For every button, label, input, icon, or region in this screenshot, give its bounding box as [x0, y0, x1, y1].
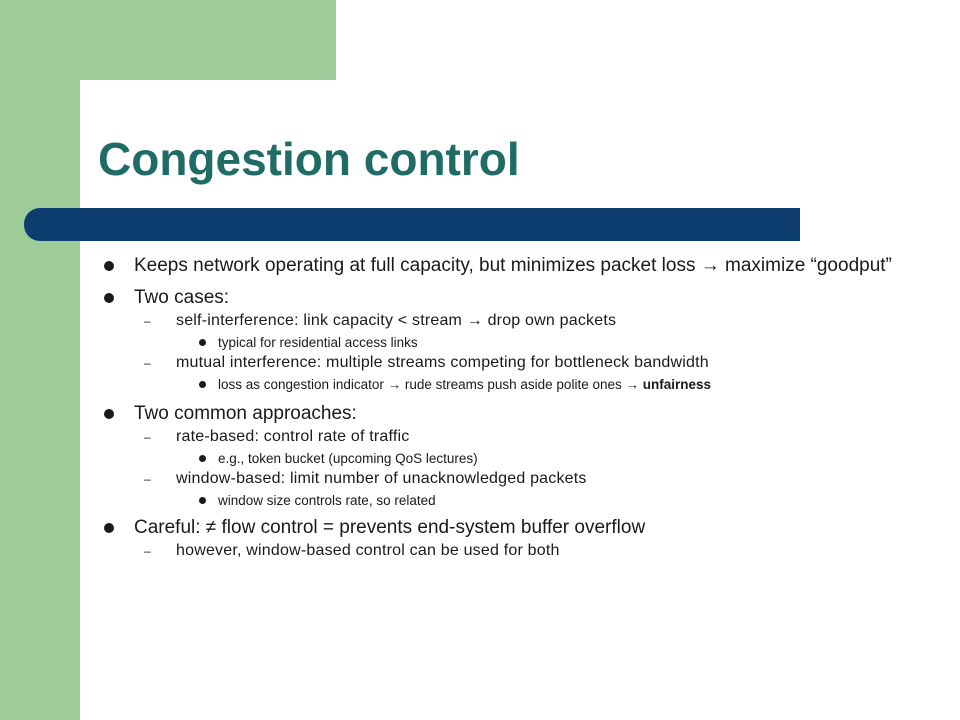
sub-bullet-item: [144, 538, 896, 560]
bullet-item: [134, 398, 894, 424]
bullet-text: Keeps network operating at full capacity, but minimizes packet loss → maximize “goodput”: [134, 255, 892, 276]
bullet-dot-icon: [104, 261, 114, 271]
dash-icon: –: [144, 430, 151, 444]
sub-bullet-text: self-interference: link capacity < stream → drop own packets: [176, 312, 617, 329]
dash-icon: –: [144, 314, 151, 328]
small-dot-icon: [199, 497, 206, 504]
detail-bullet-item: [218, 372, 808, 392]
bullet-text: Two cases:: [134, 287, 230, 308]
bullet-dot-icon: [104, 293, 114, 303]
dash-icon: –: [144, 544, 151, 558]
bullet-text: Careful: ≠ flow control = prevents end-system buffer overflow: [134, 517, 646, 538]
emphasis-text: unfairness: [642, 377, 712, 392]
sub-bullet-text: window-based: limit number of unacknowledged packets: [176, 470, 587, 487]
detail-bullet-item: [218, 330, 808, 350]
detail-bullet-item: [218, 446, 808, 466]
slide-body: [0, 250, 960, 560]
sub-bullet-text: mutual interference: multiple streams competing for bottleneck bandwidth: [176, 354, 709, 371]
detail-bullet-item: [218, 488, 808, 508]
dash-icon: –: [144, 356, 151, 370]
bullet-item: [134, 250, 894, 276]
slide-title: Congestion control: [98, 133, 520, 185]
detail-bullet-text: e.g., token bucket (upcoming QoS lectures): [218, 451, 478, 466]
bullet-dot-icon: [104, 409, 114, 419]
dash-icon: –: [144, 472, 151, 486]
small-dot-icon: [199, 381, 206, 388]
bullet-dot-icon: [104, 523, 114, 533]
small-dot-icon: [199, 339, 206, 346]
detail-bullet-text: typical for residential access links: [218, 335, 418, 350]
detail-bullet-text: loss as congestion indicator → rude streams push aside polite ones →: [218, 377, 643, 392]
sub-bullet-item: [144, 466, 896, 488]
detail-bullet-text: window size controls rate, so related: [218, 493, 436, 508]
bullet-text: Two common approaches:: [134, 403, 357, 424]
sub-bullet-text: rate-based: control rate of traffic: [176, 428, 410, 445]
sub-bullet-item: [144, 424, 896, 446]
bullet-item: [134, 512, 894, 538]
sub-bullet-item: [144, 308, 896, 330]
bullet-item: [134, 282, 894, 308]
sub-bullet-item: [144, 350, 896, 372]
top-accent-band: [0, 0, 336, 80]
sub-bullet-text: however, window-based control can be used for both: [176, 542, 560, 559]
small-dot-icon: [199, 455, 206, 462]
title-underline-bar: [24, 208, 800, 241]
